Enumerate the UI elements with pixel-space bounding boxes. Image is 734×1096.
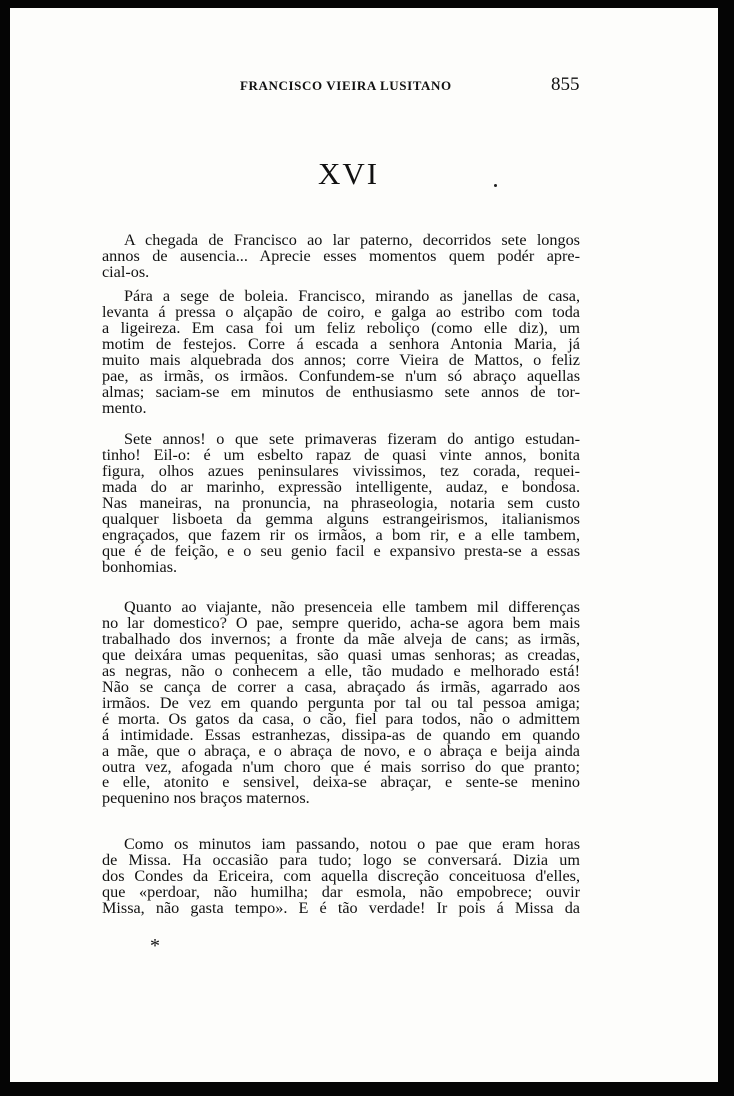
text-line: dos Condes da Ericeira, com aquella discreção conceituosa d'elles, xyxy=(102,866,580,885)
text-line: tinho! Eil-o: é um esbelto rapaz de quasi vinte annos, bonita xyxy=(102,445,580,464)
text-line: de Missa. Ha occasião para tudo; logo se conversará. Dizia um xyxy=(102,850,580,869)
text-line: no lar domestico? O pae, sempre querido, acha-se agora bem mais xyxy=(102,613,580,632)
text-line: figura, olhos azues peninsulares vivissimos, tez corada, requei- xyxy=(102,461,580,480)
text-line: levanta á pressa o alçapão de coiro, e galga ao estribo com toda xyxy=(102,302,580,321)
text-line: a ligeireza. Em casa foi um feliz reboliço (como elle diz), um xyxy=(102,318,580,337)
chapter-heading: XVI xyxy=(318,156,380,191)
text-line: A chegada de Francisco ao lar paterno, decorridos sete longos xyxy=(124,231,580,249)
text-line: mento. xyxy=(102,398,147,417)
text-line: outra vez, afogada n'um choro que é mais sorriso do que pranto; xyxy=(102,757,580,776)
text-line: a mãe, que o abraça, e o abraça de novo, e o abraça e beija ainda xyxy=(102,741,580,760)
text-line: engraçados, que fazem rir os irmãos, a bom rir, e a elle tambem, xyxy=(102,525,580,544)
text-line: e elle, atonito e sensivel, deixa-se abraçar, e sente-se menino xyxy=(102,773,580,792)
paragraph-2 xyxy=(102,289,580,417)
text-line: pae, as irmãs, os irmãos. Confundem-se n'um só abraço aquellas xyxy=(102,366,580,385)
text-line: é morta. Os gatos da casa, o cão, fiel para todos, não o admittem xyxy=(102,709,580,728)
text-line: que «perdoar, não humilha; dar esmola, não empobrece; ouvir xyxy=(102,882,580,901)
text-line: almas; saciam-se em minutos de enthusiasmo sete annos de tor- xyxy=(102,382,580,401)
page-number: 855 xyxy=(551,74,580,95)
text-line: muito mais alquebrada dos annos; corre Vieira de Mattos, o feliz xyxy=(102,350,580,369)
print-speck xyxy=(494,184,497,187)
paragraph-3 xyxy=(102,432,580,576)
paragraph-1 xyxy=(102,233,580,281)
text-line: mada do ar marinho, expressão intelligente, audaz, e bondosa. xyxy=(102,477,580,496)
text-line: bonhomias. xyxy=(102,557,178,576)
paragraph-5 xyxy=(102,837,580,917)
text-line: pequenino nos braços maternos. xyxy=(102,789,310,808)
text-line: que deixára umas pequenitas, são quasi umas senhoras; as creadas, xyxy=(102,645,580,664)
text-line: annos de ausencia... Aprecie esses momentos quem podér apre- xyxy=(102,246,580,265)
text-line: Sete annos! o que sete primaveras fizeram do antigo estudan- xyxy=(124,430,580,448)
text-line: trabalhado dos invernos; a fronte da mãe alveja de cans; as irmãs, xyxy=(102,629,580,648)
running-head: FRANCISCO VIEIRA LUSITANO xyxy=(240,78,452,93)
text-line: irmãos. De vez em quando pergunta por tal ou tal pessoa amiga; xyxy=(102,693,580,712)
signature-mark: * xyxy=(150,935,160,957)
text-line: motim de festejos. Corre á escada a senhora Antonia Maria, já xyxy=(102,334,580,353)
text-line: que é de feição, e o seu genio facil e expansivo presta-se a essas xyxy=(102,541,580,560)
text-line: as negras, não o conhecem a elle, tão mudado e melhorado está! xyxy=(102,661,580,680)
text-line: Pára a sege de boleia. Francisco, mirando as janellas de casa, xyxy=(124,287,580,305)
text-line: cial-os. xyxy=(102,262,150,281)
text-line: Missa, não gasta tempo». E é tão verdade! Ir pois á Missa da xyxy=(102,898,580,917)
text-line: Nas maneiras, na pronuncia, na phraseologia, notaria sem custo xyxy=(102,493,580,512)
text-line: qualquer lisboeta da gemma alguns estrangeirismos, italianismos xyxy=(102,509,580,528)
text-line: Como os minutos iam passando, notou o pae que eram horas xyxy=(124,835,580,853)
paragraph-4 xyxy=(102,600,580,807)
text-line: á intimidade. Essas estranhezas, dissipa-as de quando em quando xyxy=(102,725,580,744)
text-line: Não se cança de correr a casa, abraçado ás irmãs, agarrado aos xyxy=(102,677,580,696)
text-line: Quanto ao viajante, não presenceia elle tambem mil differenças xyxy=(124,598,580,616)
